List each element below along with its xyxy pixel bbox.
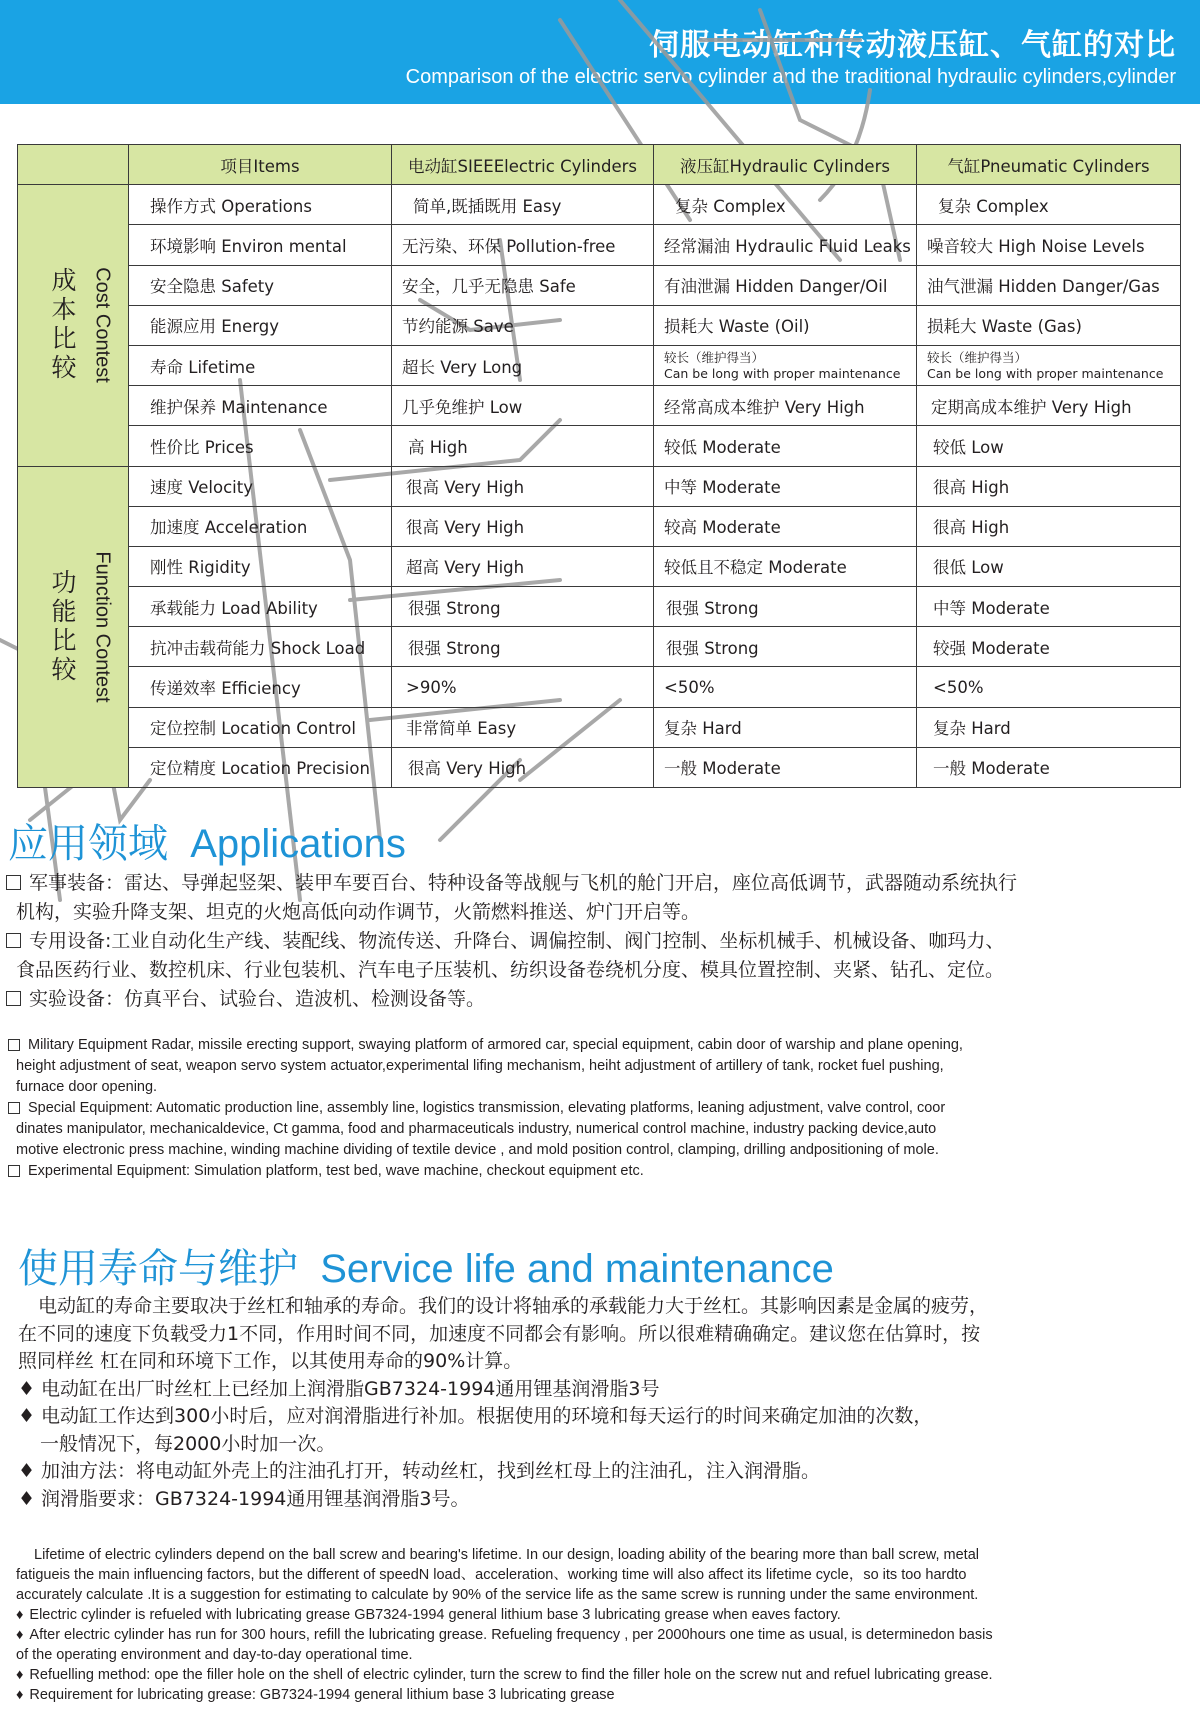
cell-electric: 安全，几乎无隐患 Safe xyxy=(392,265,654,305)
checkbox-icon xyxy=(6,875,21,890)
table-row xyxy=(18,386,1181,426)
list-item: 实验设备：仿真平台、试验台、造波机、检测设备等。 xyxy=(6,985,1017,1014)
paragraph-line: 在不同的速度下负载受力1不同，作用时间不同，加速度不同都会有影响。所以很难精确确定。建议您在估算时，按 xyxy=(18,1322,981,1345)
paragraph-line: Lifetime of electric cylinders depend on the ball screw and bearing's lifetime. In our design, loading ability of the bearing more than ball screw, metal xyxy=(34,1547,979,1563)
applications-title xyxy=(8,812,406,869)
cell-hydraulic: 损耗大 Waste (Oil) xyxy=(654,305,917,345)
service-title-en: Service life and maintenance xyxy=(320,1247,834,1291)
cell-pneumatic xyxy=(917,345,1181,385)
cell-hydraulic: 很强 Strong xyxy=(654,627,917,667)
applications-cn-text xyxy=(6,869,1017,1014)
cell-electric: 超高 Very High xyxy=(392,546,654,586)
cell-pneumatic: 较强 Moderate xyxy=(917,627,1181,667)
cell-electric: 很高 Very High xyxy=(392,747,654,787)
list-item: ♦ Refuelling method: ope the filler hole on the shell of electric cylinder, turn the screw to find the filler hole on the screw nut and refuel lubricating grease. xyxy=(16,1667,993,1683)
paragraph-line: 电动缸的寿命主要取决于丝杠和轴承的寿命。我们的设计将轴承的承载能力大于丝杠。其影响因素是金属的疲劳， xyxy=(38,1295,989,1317)
cell-hydraulic: 较高 Moderate xyxy=(654,506,917,546)
header-banner xyxy=(0,0,1200,104)
cell-electric: 很高 Very High xyxy=(392,466,654,506)
paragraph-line: 照同样丝 杠在同和环境下工作，以其使用寿命的90%计算。 xyxy=(18,1350,523,1372)
service-title-cn: 使用寿命与维护 xyxy=(18,1246,298,1292)
list-item: 机构，实验升降支架、坦克的火炮高低向动作调节，火箭燃料推送、炉门开启等。 xyxy=(16,901,701,923)
cell-hydraulic: 经常漏油 Hydraulic Fluid Leaks xyxy=(654,225,917,265)
cell-pneumatic: 复杂 Hard xyxy=(917,707,1181,747)
cell-hydraulic-en: Can be long with proper maintenance xyxy=(664,365,901,381)
row-item: 安全隐患 Safety xyxy=(129,265,392,305)
cell-hydraulic: 很强 Strong xyxy=(654,587,917,627)
list-item: ♦ Requirement for lubricating grease: GB7324-1994 general lithium base 3 lubricating grease xyxy=(16,1687,615,1703)
column-header-items: 项目Items xyxy=(129,145,392,185)
service-cn-text xyxy=(18,1293,988,1513)
list-item: ♦ Electric cylinder is refueled with lubricating grease GB7324-1994 general lithium base 3 lubricating grease when eaves factory. xyxy=(16,1607,841,1623)
cell-electric: 很强 Strong xyxy=(392,627,654,667)
applications-title-en: Applications xyxy=(190,822,406,866)
list-item: Experimental Equipment: Simulation platform, test bed, wave machine, checkout equipment etc. xyxy=(8,1161,963,1182)
diamond-bullet-icon: ♦ xyxy=(16,1627,24,1643)
service-title xyxy=(18,1237,834,1294)
cell-electric: >90% xyxy=(392,667,654,707)
list-item: Military Equipment Radar, missile erecting support, swaying platform of armored car, special equipment, cabin door of warship and plane opening, xyxy=(8,1035,963,1056)
cell-electric: 无污染、环保 Pollution-free xyxy=(392,225,654,265)
diamond-bullet-icon: ♦ xyxy=(16,1687,24,1703)
table-row xyxy=(18,305,1181,345)
diamond-bullet-icon: ♦ xyxy=(16,1607,24,1623)
cell-pneumatic: <50% xyxy=(917,667,1181,707)
row-item: 抗冲击载荷能力 Shock Load xyxy=(129,627,392,667)
cell-pneumatic: 损耗大 Waste (Gas) xyxy=(917,305,1181,345)
row-item: 维护保养 Maintenance xyxy=(129,386,392,426)
table-row xyxy=(18,546,1181,586)
table-row xyxy=(18,185,1181,225)
service-en-text xyxy=(16,1545,993,1705)
cell-hydraulic-cn: 较长（维护得当） xyxy=(664,349,765,365)
checkbox-icon xyxy=(8,1165,20,1177)
applications-title-cn: 应用领域 xyxy=(8,821,168,867)
row-item: 寿命 Lifetime xyxy=(129,345,392,385)
group-label-en: Function Contest xyxy=(91,551,114,703)
cell-pneumatic: 一般 Moderate xyxy=(917,747,1181,787)
table-row xyxy=(18,426,1181,466)
cell-pneumatic: 噪音较大 High Noise Levels xyxy=(917,225,1181,265)
cell-pneumatic: 较低 Low xyxy=(917,426,1181,466)
group-label-cost xyxy=(18,185,129,466)
cell-hydraulic xyxy=(654,345,917,385)
column-header-electric: 电动缸SIEEElectric Cylinders xyxy=(392,145,654,185)
cell-electric: 节约能源 Save xyxy=(392,305,654,345)
group-label-en: Cost Contest xyxy=(91,267,114,384)
cell-electric: 超长 Very Long xyxy=(392,345,654,385)
cell-hydraulic: 复杂 Hard xyxy=(654,707,917,747)
cell-hydraulic: 有油泄漏 Hidden Danger/Oil xyxy=(654,265,917,305)
row-item: 性价比 Prices xyxy=(129,426,392,466)
row-item: 加速度 Acceleration xyxy=(129,506,392,546)
cell-hydraulic: 中等 Moderate xyxy=(654,466,917,506)
paragraph-line: fatigueis the main influencing factors, but the different of speedN load、acceleration、working time will also affect its lifetime cycle，so its too hardto xyxy=(16,1567,967,1583)
cell-hydraulic: 较低 Moderate xyxy=(654,426,917,466)
group-label-cn: 成本比较 xyxy=(48,267,77,384)
cell-electric: 几乎免维护 Low xyxy=(392,386,654,426)
list-item: ♦ 润滑脂要求：GB7324-1994通用锂基润滑脂3号。 xyxy=(18,1486,988,1514)
row-item: 定位精度 Location Precision xyxy=(129,747,392,787)
diamond-bullet-icon: ♦ xyxy=(18,1487,36,1510)
list-item: ♦ 电动缸工作达到300小时后，应对润滑脂进行补加。根据使用的环境和每天运行的时间来确定加油的次数， xyxy=(18,1403,988,1431)
list-item: motive electronic press machine, winding machine dividing of textile device , and mold position control, clamping, drilling andpositioning of mole. xyxy=(16,1142,939,1158)
list-item: 专用设备:工业自动化生产线、装配线、物流传送、升降台、调偏控制、阀门控制、坐标机械手、机械设备、咖玛力、 xyxy=(6,927,1017,956)
page-title: 伺服电动缸和传动液压缸、气缸的对比 xyxy=(649,28,1176,63)
table-row xyxy=(18,225,1181,265)
diamond-bullet-icon: ♦ xyxy=(18,1460,36,1482)
list-item: 食品医药行业、数控机床、行业包装机、汽车电子压装机、纺织设备卷绕机分度、模具位置控制、夹紧、钻孔、定位。 xyxy=(16,959,1005,981)
cell-pneumatic: 很高 High xyxy=(917,506,1181,546)
cell-hydraulic: 经常高成本维护 Very High xyxy=(654,386,917,426)
table-row xyxy=(18,587,1181,627)
diamond-bullet-icon: ♦ xyxy=(18,1405,36,1427)
table-row xyxy=(18,345,1181,385)
table-row xyxy=(18,627,1181,667)
list-item: ♦ 电动缸在出厂时丝杠上已经加上润滑脂GB7324-1994通用锂基润滑脂3号 xyxy=(18,1376,988,1404)
diamond-bullet-icon: ♦ xyxy=(16,1667,24,1683)
cell-pneumatic-cn: 较长（维护得当） xyxy=(927,349,1028,365)
column-header-hydraulic: 液压缸Hydraulic Cylinders xyxy=(654,145,917,185)
list-item: dinates manipulator, mechanicaldevice, Ct gamma, food and pharmaceuticals industry, numerical control machine, industry packing device,auto xyxy=(16,1121,937,1137)
cell-pneumatic-en: Can be long with proper maintenance xyxy=(927,365,1164,381)
applications-en-text xyxy=(8,1035,963,1182)
table-corner-cell xyxy=(18,145,129,185)
cell-electric: 高 High xyxy=(392,426,654,466)
cell-electric: 很高 Very High xyxy=(392,506,654,546)
cell-pneumatic: 油气泄漏 Hidden Danger/Gas xyxy=(917,265,1181,305)
row-item: 操作方式 Operations xyxy=(129,185,392,225)
list-item: furnace door opening. xyxy=(16,1079,158,1095)
list-item: 军事装备：雷达、导弹起竖架、装甲车要百台、特种设备等战舰与飞机的舱门开启，座位高低调节，武器随动系统执行 xyxy=(6,869,1017,898)
cell-hydraulic: <50% xyxy=(654,667,917,707)
table-row xyxy=(18,506,1181,546)
cell-electric: 非常简单 Easy xyxy=(392,707,654,747)
table-row xyxy=(18,747,1181,787)
row-item: 环境影响 Environ mental xyxy=(129,225,392,265)
list-item: Special Equipment: Automatic production line, assembly line, logistics transmission, elevating platforms, leaning adjustment, valve control, coor xyxy=(8,1098,963,1119)
paragraph-line: accurately calculate .It is a suggestion for estimating to calculate by 90% of the service life as the same screw is running under the same environment. xyxy=(16,1587,979,1603)
page-subtitle: Comparison of the electric servo cylinder and the traditional hydraulic cylinders,cylinder xyxy=(405,66,1176,88)
row-item: 传递效率 Efficiency xyxy=(129,667,392,707)
diamond-bullet-icon: ♦ xyxy=(18,1377,36,1400)
table-row xyxy=(18,667,1181,707)
checkbox-icon xyxy=(8,1039,20,1051)
cell-hydraulic: 复杂 Complex xyxy=(654,185,917,225)
checkbox-icon xyxy=(6,991,21,1006)
table-row xyxy=(18,265,1181,305)
cell-electric: 简单,既插既用 Easy xyxy=(392,185,654,225)
cell-pneumatic: 很低 Low xyxy=(917,546,1181,586)
table-header-row xyxy=(18,145,1181,185)
group-label-cn: 功能比较 xyxy=(48,568,77,685)
checkbox-icon xyxy=(6,933,21,948)
row-item: 刚性 Rigidity xyxy=(129,546,392,586)
cell-pneumatic: 复杂 Complex xyxy=(917,185,1181,225)
cell-pneumatic: 定期高成本维护 Very High xyxy=(917,386,1181,426)
cell-pneumatic: 中等 Moderate xyxy=(917,587,1181,627)
cell-hydraulic: 一般 Moderate xyxy=(654,747,917,787)
comparison-table xyxy=(17,144,1181,788)
paragraph-line: of the operating environment and day-to-day operational time. xyxy=(16,1647,413,1663)
column-header-pneumatic: 气缸Pneumatic Cylinders xyxy=(917,145,1181,185)
table-row xyxy=(18,707,1181,747)
list-item: height adjustment of seat, weapon servo system actuator,experimental lifing mechanism, heiht adjustment of artillery of tank, rocket fuel pushing, xyxy=(16,1058,944,1074)
table-row xyxy=(18,466,1181,506)
row-item: 定位控制 Location Control xyxy=(129,707,392,747)
checkbox-icon xyxy=(8,1102,20,1114)
cell-hydraulic: 较低且不稳定 Moderate xyxy=(654,546,917,586)
row-item: 能源应用 Energy xyxy=(129,305,392,345)
list-item: ♦ After electric cylinder has run for 300 hours, refill the lubricating grease. Refueling frequency , per 2000hours one time as usual, is determinedon basis xyxy=(16,1627,993,1643)
row-item: 承载能力 Load Ability xyxy=(129,587,392,627)
cell-electric: 很强 Strong xyxy=(392,587,654,627)
row-item: 速度 Velocity xyxy=(129,466,392,506)
cell-pneumatic: 很高 High xyxy=(917,466,1181,506)
list-item: 一般情况下，每2000小时加一次。 xyxy=(40,1432,336,1455)
group-label-function xyxy=(18,466,129,788)
list-item: ♦ 加油方法：将电动缸外壳上的注油孔打开，转动丝杠，找到丝杠母上的注油孔，注入润滑脂。 xyxy=(18,1458,988,1486)
